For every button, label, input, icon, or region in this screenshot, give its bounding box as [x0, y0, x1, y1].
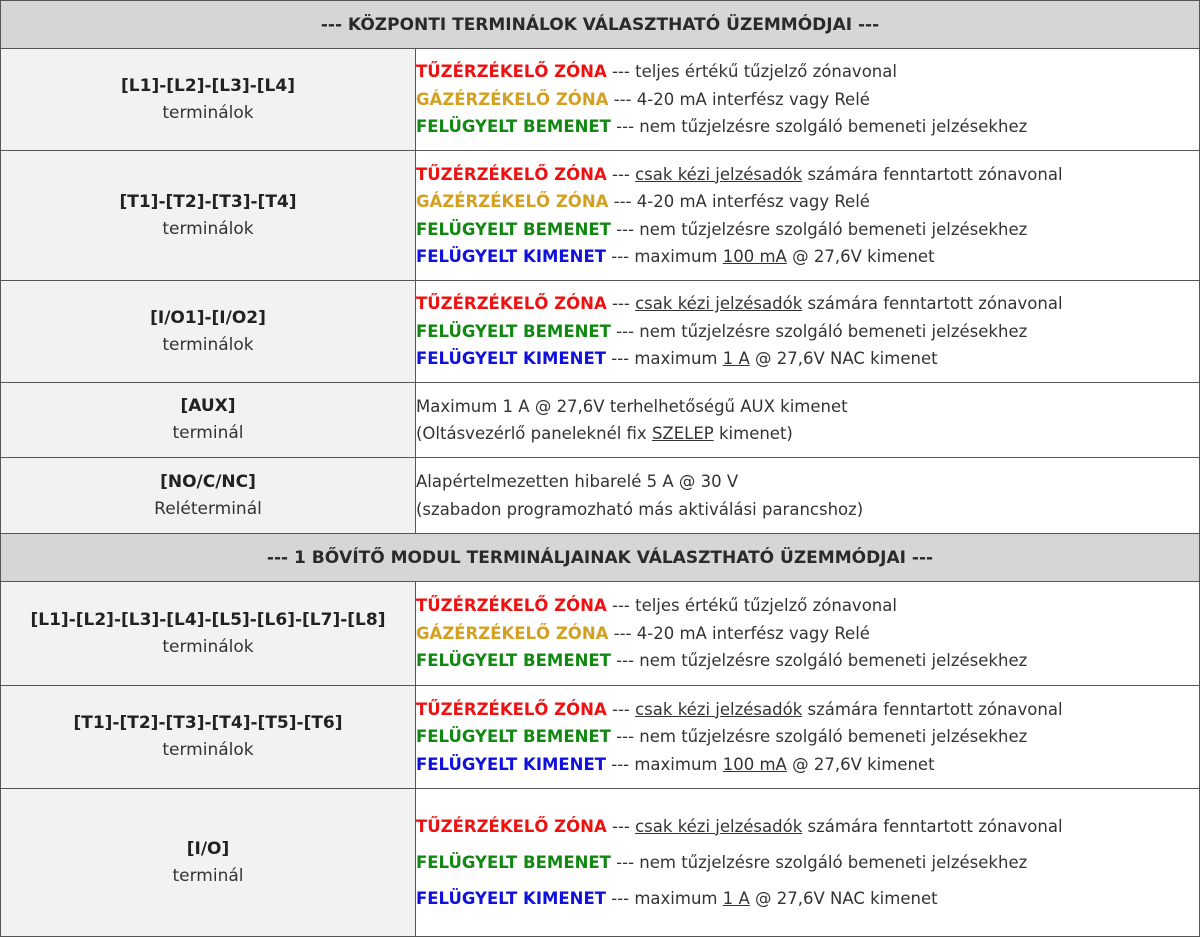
mode-line: [416, 647, 1199, 675]
mode-line: [416, 161, 1199, 189]
mode-text: ---: [606, 164, 636, 184]
mode-line: [416, 393, 1199, 421]
terminal-cell: [1, 49, 416, 151]
mode-text: számára fenntartott zónavonal: [802, 164, 1063, 184]
terminal-type-label: terminálok: [162, 636, 254, 657]
mode-emphasis-text: csak kézi jelzésadók: [635, 164, 803, 184]
terminal-type-label: terminálok: [162, 102, 254, 123]
terminal-name: [AUX]: [180, 396, 236, 416]
mode-text: ---: [606, 816, 636, 836]
mode-keyword-input: FELÜGYELT BEMENET: [416, 321, 611, 341]
mode-text: számára fenntartott zónavonal: [802, 294, 1063, 314]
mode-text: (Oltásvezérlő paneleknél fix: [416, 424, 652, 443]
mode-line: [416, 86, 1199, 114]
section-header-row: [1, 1, 1200, 49]
mode-description-cell: [416, 49, 1200, 151]
mode-line: [416, 290, 1199, 318]
terminal-type-label: terminálok: [162, 740, 254, 760]
mode-text: @ 27,6V kimenet: [786, 247, 935, 266]
terminal-name: [NO/C/NC]: [160, 471, 256, 492]
mode-keyword-gas: GÁZÉRZÉKELŐ ZÓNA: [416, 89, 609, 109]
mode-emphasis-text: 1 A: [722, 349, 750, 369]
mode-text: --- maximum: [606, 888, 723, 908]
section-header-row: [1, 534, 1200, 582]
mode-text: @ 27,6V kimenet: [786, 754, 935, 774]
mode-text: --- nem tűzjelzésre szolgáló bemeneti jelzésekhez: [610, 321, 1028, 341]
mode-text: --- nem tűzjelzésre szolgáló bemeneti jelzésekhez: [610, 852, 1028, 872]
mode-keyword-gas: GÁZÉRZÉKELŐ ZÓNA: [416, 192, 609, 211]
terminal-row: [1, 458, 1200, 534]
mode-keyword-input: FELÜGYELT BEMENET: [416, 727, 611, 747]
terminal-name: [L1]-[L2]-[L3]-[L4]-[L5]-[L6]-[L7]-[L8]: [30, 609, 386, 630]
mode-text: --- teljes értékű tűzjelző zónavonal: [606, 62, 897, 82]
mode-keyword-input: FELÜGYELT BEMENET: [416, 651, 611, 671]
mode-emphasis-text: csak kézi jelzésadók: [635, 699, 803, 719]
mode-line: [416, 696, 1199, 724]
mode-text: ---: [606, 294, 636, 314]
mode-line: [416, 243, 1199, 271]
terminal-row: [1, 281, 1200, 383]
terminal-type-label: terminál: [172, 423, 244, 443]
mode-line: [416, 216, 1199, 244]
mode-text: @ 27,6V NAC kimenet: [749, 349, 938, 369]
mode-text: --- nem tűzjelzésre szolgáló bemeneti jelzésekhez: [610, 727, 1028, 747]
mode-keyword-fire: TŰZÉRZÉKELŐ ZÓNA: [416, 164, 607, 184]
terminal-type-label: terminálok: [162, 334, 254, 355]
mode-line: [416, 845, 1199, 881]
mode-emphasis-text: SZELEP: [651, 424, 714, 443]
mode-keyword-fire: TŰZÉRZÉKELŐ ZÓNA: [416, 596, 607, 616]
section-title: --- KÖZPONTI TERMINÁLOK VÁLASZTHATÓ ÜZEMMÓDJAI ---: [1, 1, 1200, 49]
terminal-row: [1, 582, 1200, 686]
terminal-row: [1, 789, 1200, 937]
mode-keyword-output: FELÜGYELT KIMENET: [416, 754, 606, 774]
mode-line: [416, 881, 1199, 917]
mode-line: [416, 58, 1199, 86]
mode-line: [416, 809, 1199, 845]
terminal-cell: [1, 582, 416, 686]
terminal-cell: [1, 789, 416, 937]
mode-text: @ 27,6V NAC kimenet: [749, 888, 938, 908]
terminal-cell: [1, 686, 416, 789]
mode-text: kimenet): [713, 424, 793, 443]
mode-text: --- nem tűzjelzésre szolgáló bemeneti jelzésekhez: [610, 651, 1028, 671]
terminal-row: [1, 49, 1200, 151]
mode-emphasis-text: csak kézi jelzésadók: [635, 294, 803, 314]
mode-text: --- nem tűzjelzésre szolgáló bemeneti jelzésekhez: [610, 117, 1028, 137]
terminal-type-label: terminál: [172, 865, 244, 886]
mode-emphasis-text: 1 A: [722, 888, 750, 908]
terminal-row: [1, 151, 1200, 281]
mode-line: [416, 345, 1199, 373]
mode-text: Alapértelmezetten hibarelé 5 A @ 30 V: [416, 472, 739, 491]
mode-keyword-output: FELÜGYELT KIMENET: [416, 247, 606, 266]
mode-text: Maximum 1 A @ 27,6V terhelhetőségű AUX kimenet: [416, 396, 848, 416]
mode-text: --- maximum: [606, 754, 723, 774]
terminal-cell: [1, 458, 416, 534]
mode-line: [416, 420, 1199, 448]
terminal-row: [1, 686, 1200, 789]
mode-description-cell: [416, 686, 1200, 789]
mode-text: --- maximum: [606, 247, 723, 266]
terminal-name: [L1]-[L2]-[L3]-[L4]: [121, 75, 295, 96]
mode-keyword-fire: TŰZÉRZÉKELŐ ZÓNA: [416, 816, 607, 836]
terminal-name: [T1]-[T2]-[T3]-[T4]-[T5]-[T6]: [73, 713, 343, 733]
section-title: --- 1 BŐVÍTŐ MODUL TERMINÁLJAINAK VÁLASZTHATÓ ÜZEMMÓDJAI ---: [1, 534, 1200, 582]
terminal-name: [T1]-[T2]-[T3]-[T4]: [119, 191, 297, 212]
terminal-modes-body: [1, 1, 1200, 937]
mode-text: számára fenntartott zónavonal: [802, 699, 1063, 719]
mode-description-cell: [416, 458, 1200, 534]
mode-keyword-fire: TŰZÉRZÉKELŐ ZÓNA: [416, 62, 607, 82]
mode-description-cell: [416, 582, 1200, 686]
terminal-name: [I/O]: [186, 838, 230, 859]
terminal-row: [1, 383, 1200, 458]
mode-line: [416, 318, 1199, 346]
mode-line: [416, 620, 1199, 648]
mode-line: [416, 592, 1199, 620]
mode-line: [416, 113, 1199, 141]
terminal-type-label: terminálok: [162, 218, 254, 239]
mode-keyword-fire: TŰZÉRZÉKELŐ ZÓNA: [416, 294, 607, 314]
mode-emphasis-text: csak kézi jelzésadók: [635, 816, 803, 836]
mode-keyword-fire: TŰZÉRZÉKELŐ ZÓNA: [416, 699, 607, 719]
mode-text: --- teljes értékű tűzjelző zónavonal: [606, 596, 897, 616]
terminal-cell: [1, 151, 416, 281]
mode-description-cell: [416, 789, 1200, 937]
mode-text: --- 4-20 mA interfész vagy Relé: [608, 623, 870, 643]
mode-emphasis-text: 100 mA: [722, 754, 787, 774]
mode-description-cell: [416, 383, 1200, 458]
mode-text: --- 4-20 mA interfész vagy Relé: [608, 192, 870, 211]
mode-description-cell: [416, 151, 1200, 281]
mode-keyword-input: FELÜGYELT BEMENET: [416, 852, 611, 872]
mode-description-cell: [416, 281, 1200, 383]
mode-line: [416, 723, 1199, 751]
mode-keyword-output: FELÜGYELT KIMENET: [416, 888, 606, 908]
mode-emphasis-text: 100 mA: [722, 247, 787, 266]
terminal-cell: [1, 281, 416, 383]
mode-keyword-output: FELÜGYELT KIMENET: [416, 349, 606, 369]
mode-keyword-gas: GÁZÉRZÉKELŐ ZÓNA: [416, 623, 609, 643]
mode-text: (szabadon programozható más aktiválási parancshoz): [416, 499, 864, 519]
terminal-name: [I/O1]-[I/O2]: [150, 307, 266, 328]
mode-keyword-input: FELÜGYELT BEMENET: [416, 117, 611, 137]
terminal-cell: [1, 383, 416, 458]
mode-line: [416, 468, 1199, 496]
mode-text: --- maximum: [606, 349, 723, 369]
mode-keyword-input: FELÜGYELT BEMENET: [416, 219, 611, 239]
mode-text: ---: [606, 699, 636, 719]
mode-line: [416, 751, 1199, 779]
mode-text: számára fenntartott zónavonal: [802, 816, 1063, 836]
terminal-type-label: Reléterminál: [154, 498, 262, 519]
mode-text: --- nem tűzjelzésre szolgáló bemeneti jelzésekhez: [610, 219, 1028, 239]
mode-text: --- 4-20 mA interfész vagy Relé: [608, 89, 870, 109]
mode-line: [416, 496, 1199, 524]
mode-line: [416, 188, 1199, 216]
